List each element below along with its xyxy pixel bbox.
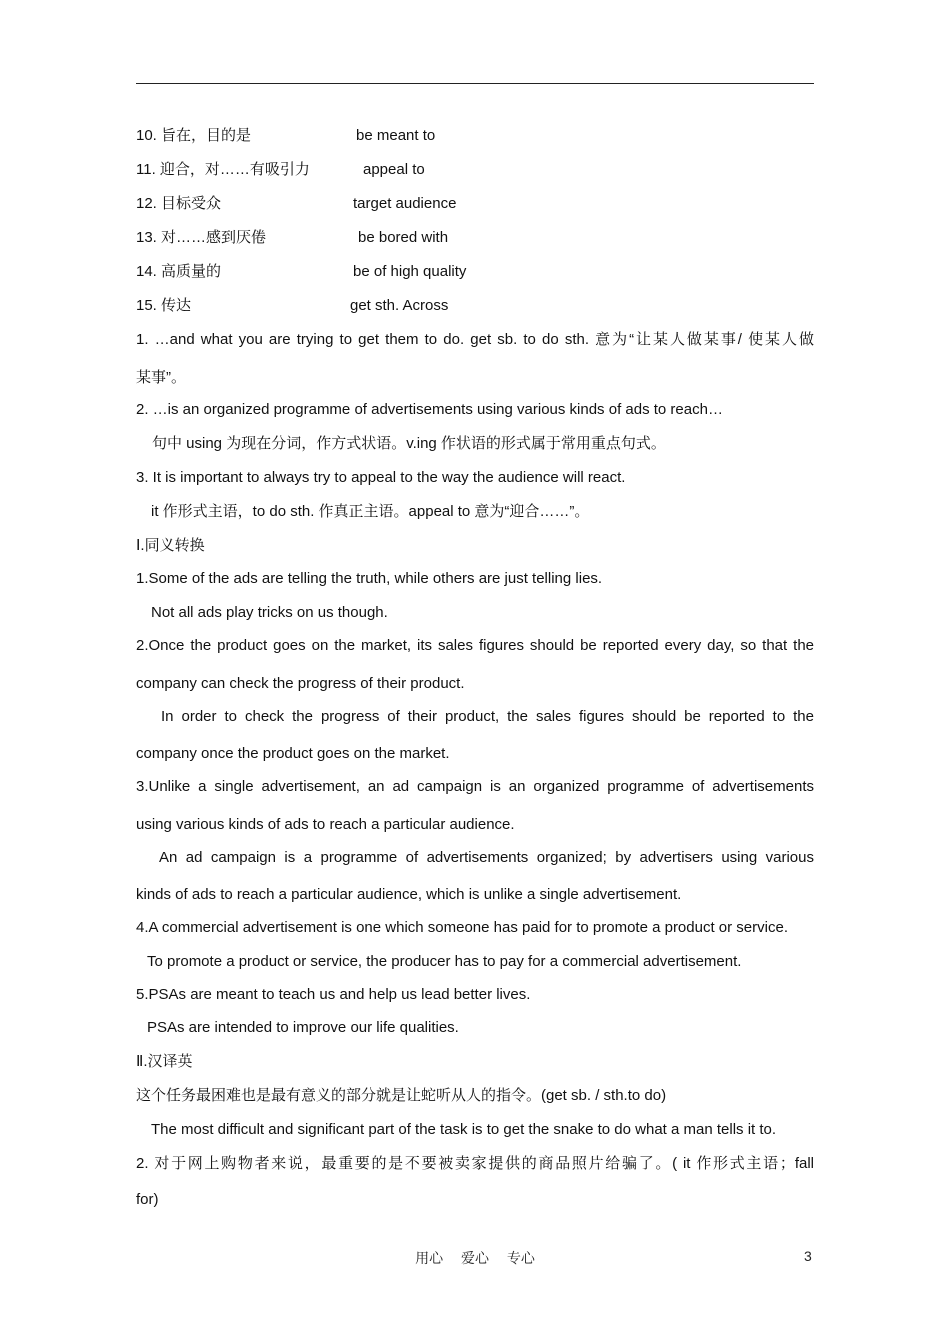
vocab-english: appeal to <box>363 161 425 178</box>
vocab-chinese: 14. 高质量的 <box>136 263 222 280</box>
answer-line: An ad campaign is a programme of advertisements organized; by advertisers using various <box>159 849 814 866</box>
vocab-chinese: 12. 目标受众 <box>136 195 222 212</box>
vocab-english: be meant to <box>356 127 436 144</box>
vocab-chinese: 13. 对……感到厌倦 <box>136 229 267 246</box>
answer-line: company once the product goes on the market. <box>136 745 450 762</box>
exercise-line: 5.PSAs are meant to teach us and help us lead better lives. <box>136 986 531 1003</box>
exercise-line: 2. 对于网上购物者来说，最重要的是不要被卖家提供的商品照片给骗了。( it 作形式主语；fall <box>136 1155 814 1172</box>
sentence-line: 2. …is an organized programme of advertisements using various kinds of ads to reach… <box>136 401 723 418</box>
section-heading: Ⅰ.同义转换 <box>136 537 205 554</box>
header-rule <box>136 83 814 84</box>
sentence-line: 1. …and what you are trying to get them to do. get sb. to do sth. 意为“让某人做某事/ 使某人做 <box>136 331 814 348</box>
sentence-note: it 作形式主语，to do sth. 作真正主语。appeal to 意为“迎合……”。 <box>151 503 590 520</box>
footer-motto: 用心 爱心 专心 <box>415 1250 535 1266</box>
answer-line: The most difficult and significant part of the task is to get the snake to do what a man tells it to. <box>151 1121 777 1138</box>
sentence-line: 某事”。 <box>136 369 186 386</box>
answer-line: PSAs are intended to improve our life qualities. <box>147 1019 459 1036</box>
answer-line: To promote a product or service, the producer has to pay for a commercial advertisement. <box>147 953 742 970</box>
vocab-english: target audience <box>353 195 457 212</box>
answer-line: In order to check the progress of their product, the sales figures should be reported to the <box>161 708 814 725</box>
exercise-line: 2.Once the product goes on the market, its sales figures should be reported every day, so that the <box>136 637 814 654</box>
vocab-chinese: 15. 传达 <box>136 297 192 314</box>
section-heading: Ⅱ.汉译英 <box>136 1053 193 1070</box>
sentence-note: 句中 using 为现在分词，作方式状语。v.ing 作状语的形式属于常用重点句式。 <box>152 435 666 452</box>
exercise-line: 3.Unlike a single advertisement, an ad campaign is an organized programme of advertisements <box>136 778 814 795</box>
exercise-line: company can check the progress of their product. <box>136 675 465 692</box>
exercise-line: 1.Some of the ads are telling the truth, while others are just telling lies. <box>136 570 603 587</box>
vocab-english: be of high quality <box>353 263 467 280</box>
vocab-english: get sth. Across <box>350 297 449 314</box>
exercise-line: 4.A commercial advertisement is one which someone has paid for to promote a product or service. <box>136 919 788 936</box>
sentence-line: 3. It is important to always try to appeal to the way the audience will react. <box>136 469 626 486</box>
page-number: 3 <box>804 1248 812 1264</box>
vocab-english: be bored with <box>358 229 449 246</box>
vocab-chinese: 11. 迎合，对……有吸引力 <box>136 161 310 178</box>
exercise-line: using various kinds of ads to reach a particular audience. <box>136 816 515 833</box>
answer-line: Not all ads play tricks on us though. <box>151 604 388 621</box>
vocab-chinese: 10. 旨在，目的是 <box>136 127 252 144</box>
exercise-line: 这个任务最困难也是最有意义的部分就是让蛇听从人的指令。(get sb. / sth.to do) <box>136 1087 667 1104</box>
exercise-line: for) <box>136 1191 159 1208</box>
answer-line: kinds of ads to reach a particular audience, which is unlike a single advertisement. <box>136 886 682 903</box>
